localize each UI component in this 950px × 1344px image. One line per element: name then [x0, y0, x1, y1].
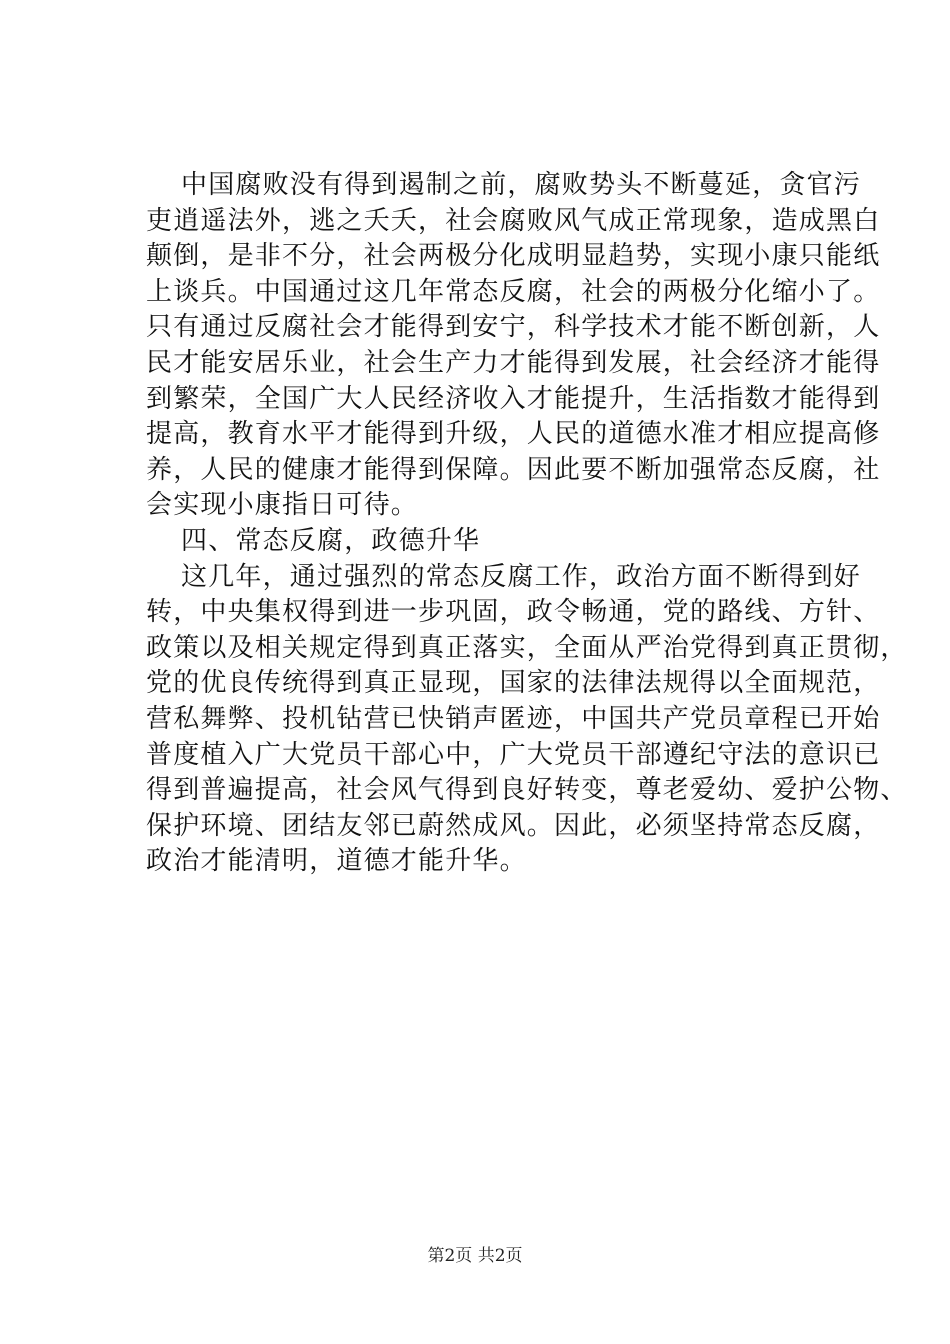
paragraph-line: 会实现小康指日可待。	[146, 490, 419, 521]
document-body	[146, 168, 908, 880]
section-heading: 四、常态反腐，政德升华	[181, 525, 481, 556]
paragraph-line: 普度植入广大党员干部心中，广大党员干部遵纪守法的意识已	[146, 739, 881, 770]
page-footer	[0, 1244, 950, 1268]
paragraph-line: 上谈兵。中国通过这几年常态反腐，社会的两极分化缩小了。	[146, 276, 881, 307]
paragraph-line: 保护环境、团结友邻已蔚然成风。因此，必须坚持常态反腐，	[146, 810, 881, 841]
paragraph-line: 政治才能清明，道德才能升华。	[146, 846, 527, 877]
paragraph-line: 政策以及相关规定得到真正落实，全面从严治党得到真正贯彻，	[146, 632, 908, 663]
paragraph-line: 营私舞弊、投机钻营已快销声匿迹，中国共产党员章程已开始	[146, 703, 881, 734]
paragraph-line: 党的优良传统得到真正显现，国家的法律法规得以全面规范，	[146, 668, 881, 699]
paragraph-line: 到繁荣，全国广大人民经济收入才能提升，生活指数才能得到	[146, 383, 881, 414]
paragraph-line: 颠倒，是非不分，社会两极分化成明显趋势，实现小康只能纸	[146, 241, 881, 272]
paragraph-line: 提高，教育水平才能得到升级，人民的道德水准才相应提高修	[146, 419, 881, 450]
paragraph-line: 这几年，通过强烈的常态反腐工作，政治方面不断得到好	[181, 561, 862, 592]
paragraph-line: 中国腐败没有得到遏制之前，腐败势头不断蔓延，贪官污	[181, 170, 862, 200]
paragraph-line: 民才能安居乐业，社会生产力才能得到发展，社会经济才能得	[146, 347, 881, 378]
paragraph-line: 只有通过反腐社会才能得到安宁，科学技术才能不断创新，人	[146, 312, 881, 343]
paragraph-line: 养，人民的健康才能得到保障。因此要不断加强常态反腐，社	[146, 454, 881, 485]
page-number-label: 第2页 共2页	[427, 1246, 523, 1266]
paragraph-line: 得到普遍提高，社会风气得到良好转变，尊老爱幼、爱护公物、	[146, 775, 908, 806]
paragraph-line: 转，中央集权得到进一步巩固，政令畅通，党的路线、方针、	[146, 597, 881, 628]
paragraph-line: 吏逍遥法外，逃之夭夭，社会腐败风气成正常现象，造成黑白	[146, 205, 881, 236]
